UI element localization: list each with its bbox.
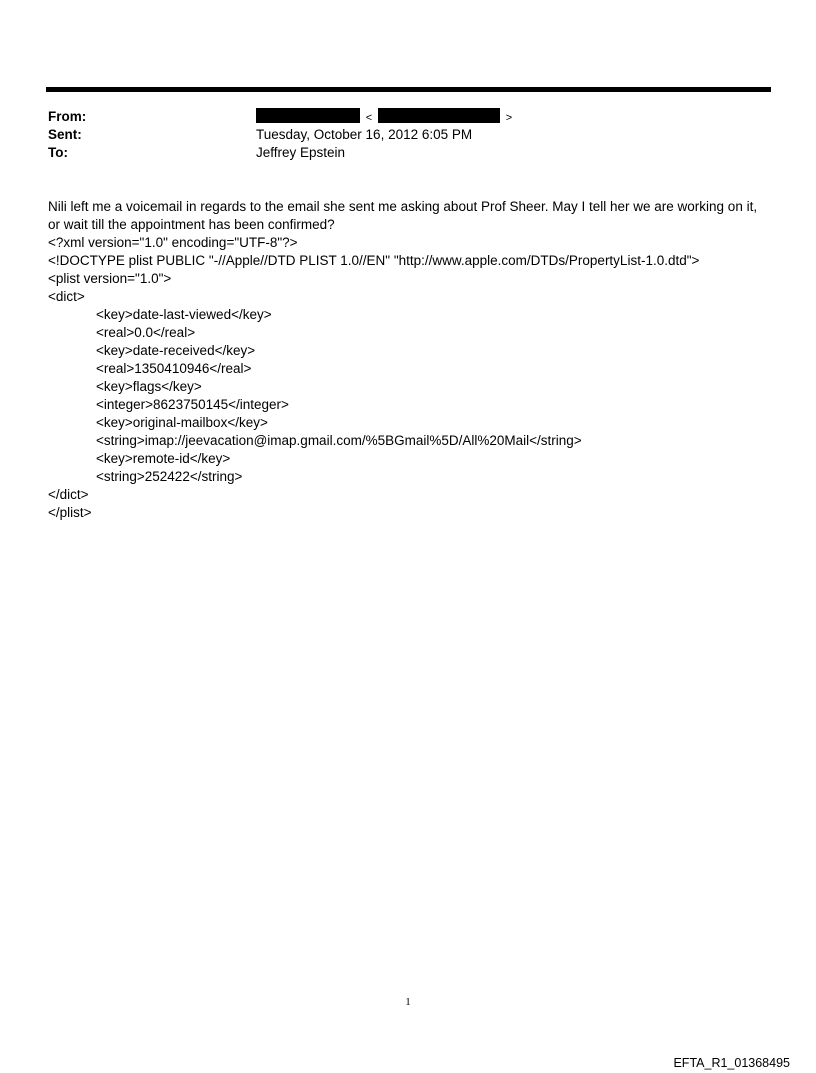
redacted-sender-email [378,108,500,123]
dict-line: <key>date-last-viewed</key> [96,307,272,322]
dict-line: <key>original-mailbox</key> [96,415,268,430]
dict-line: <key>date-received</key> [96,343,256,358]
to-row [48,144,768,162]
redacted-sender-name [256,108,360,123]
to-label: To: [48,145,68,160]
close-angle-bracket: > [505,112,513,124]
closing-line: </dict> [48,487,89,502]
email-body [48,198,768,522]
xml-line: <?xml version="1.0" encoding="UTF-8"?> [48,235,298,250]
from-row [48,108,768,126]
xml-line: <dict> [48,289,85,304]
sent-row [48,126,768,144]
open-angle-bracket: < [365,112,373,124]
closing-line: </plist> [48,505,92,520]
from-label: From: [48,109,87,124]
dict-line: <real>0.0</real> [96,325,196,340]
message-line: or wait till the appointment has been confirmed? [48,217,335,232]
xml-line: <plist version="1.0"> [48,271,172,286]
dict-line: <string>252422</string> [96,469,243,484]
dict-line: <key>flags</key> [96,379,202,394]
document-id: EFTA_R1_01368495 [673,1056,790,1070]
email-header [48,108,768,162]
dict-line: <string>imap://jeevacation@imap.gmail.com/%5BGmail%5D/All%20Mail</string> [96,433,582,448]
header-rule [46,87,771,92]
sent-value: Tuesday, October 16, 2012 6:05 PM [256,127,473,142]
dict-line: <integer>8623750145</integer> [96,397,289,412]
message-line: Nili left me a voicemail in regards to the email she sent me asking about Prof Sheer. May I tell her we are working on it, [48,199,758,214]
sent-label: Sent: [48,127,82,142]
dict-line: <real>1350410946</real> [96,361,252,376]
dict-line: <key>remote-id</key> [96,451,231,466]
page-number: 1 [405,996,411,1008]
from-value [256,108,514,127]
xml-line: <!DOCTYPE plist PUBLIC "-//Apple//DTD PLIST 1.0//EN" "http://www.apple.com/DTDs/PropertyList-1.0.dtd"> [48,253,700,268]
to-value: Jeffrey Epstein [256,145,346,160]
